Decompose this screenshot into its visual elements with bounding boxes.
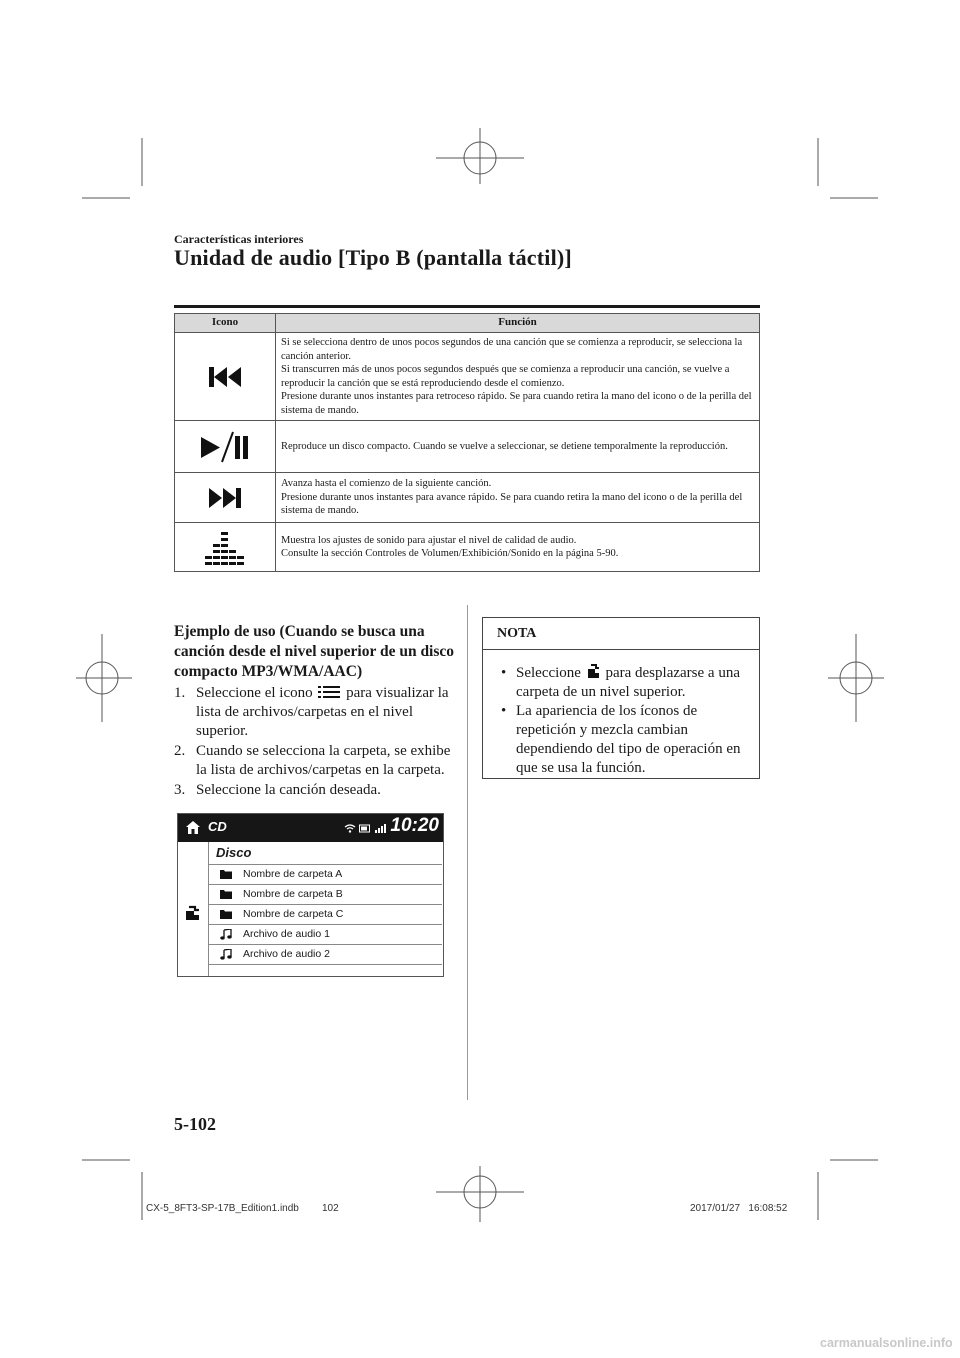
- folder-icon: [220, 909, 232, 919]
- music-note-icon: [220, 949, 232, 960]
- previous-track-icon: [206, 365, 244, 389]
- list-item[interactable]: Nombre de carpeta B: [209, 884, 442, 904]
- function-text: Reproduce un disco compacto. Cuando se vuelve a seleccionar, se detiene temporalmente la reproducción.: [276, 421, 760, 473]
- list-icon: [318, 685, 340, 699]
- next-track-icon: [206, 486, 244, 510]
- table-row: [175, 523, 760, 572]
- column-divider: [467, 605, 468, 1100]
- watermark: carmanualsonline.info: [820, 1336, 953, 1350]
- folder-up-icon[interactable]: [185, 905, 200, 921]
- section-label: Características interiores: [174, 232, 304, 246]
- table-header-row: [175, 314, 760, 333]
- folder-up-icon: [587, 664, 600, 679]
- list-item[interactable]: Nombre de carpeta A: [209, 864, 442, 884]
- equalizer-icon: [205, 529, 245, 565]
- list-item: • Seleccione para desplazarse a una carpeta de un nivel superior.: [501, 665, 740, 700]
- function-text: Muestra los ajustes de sonido para ajustar el nivel de calidad de audio. Consulte la sección Controles de Volumen/Exhibición/Sonido en la página 5-90.: [276, 523, 760, 572]
- table-row: [175, 473, 760, 523]
- list-item: [209, 964, 442, 976]
- page-title: Unidad de audio [Tipo B (pantalla táctil)]: [174, 245, 572, 270]
- function-text: Avanza hasta el comienzo de la siguiente canción. Presione durante unos instantes para avance rápido. Se para cuando retira la mano del icono o de la perilla del sistema de mando.: [276, 473, 760, 523]
- list-item[interactable]: Nombre de carpeta C: [209, 904, 442, 924]
- function-table: [174, 313, 760, 572]
- table-row: [175, 333, 760, 421]
- list-item[interactable]: Archivo de audio 2: [209, 944, 442, 964]
- steps-list: [174, 684, 464, 801]
- table-row: [175, 421, 760, 473]
- music-note-icon: [220, 929, 232, 940]
- list-item: 3. Seleccione la canción deseada.: [174, 782, 381, 798]
- screen-sidebar: [178, 842, 209, 976]
- list-item[interactable]: Archivo de audio 1: [209, 924, 442, 944]
- cd-screen-illustration: [177, 813, 444, 977]
- example-heading: Ejemplo de uso (Cuando se busca una canción desde el nivel superior de un disco compacto MP3/WMA/AAC): [174, 623, 455, 680]
- play-pause-icon: [198, 431, 252, 463]
- home-icon[interactable]: [186, 821, 200, 834]
- list-item: 2. Cuando se selecciona la carpeta, se exhibe la lista de archivos/carpetas en la carpeta.: [174, 743, 451, 778]
- signal-icon: [375, 823, 387, 833]
- battery-icon: [359, 824, 371, 833]
- footer-timestamp: 2017/01/27 16:08:52: [690, 1203, 788, 1214]
- footer-file-page: 102: [322, 1203, 339, 1214]
- screen-source: CD: [208, 819, 227, 834]
- screen-list-title: Disco: [216, 845, 252, 860]
- column-header-function: Función: [276, 314, 760, 333]
- folder-icon: [220, 889, 232, 899]
- page-number: 5-102: [174, 1114, 216, 1134]
- screen-status-bar: [178, 814, 443, 842]
- list-item: • La apariencia de los íconos de repetición y mezcla cambian dependiendo del tipo de operación en que se usa la función.: [501, 703, 741, 776]
- column-header-icon: Icono: [175, 314, 276, 333]
- title-rule: [174, 305, 760, 308]
- wifi-icon: [344, 824, 356, 833]
- note-box: [482, 617, 760, 779]
- note-title: NOTA: [483, 618, 759, 650]
- note-list: [501, 664, 755, 778]
- footer-file: CX-5_8FT3-SP-17B_Edition1.indb: [146, 1203, 299, 1214]
- folder-icon: [220, 869, 232, 879]
- screen-clock: 10:20: [390, 815, 439, 836]
- function-text: Si se selecciona dentro de unos pocos segundos de una canción que se comienza a reproducir, se selecciona la canción anterior. Si transcurren más de unos pocos segundos después que se comienza a reproducir una canción, se vuelve a reproducir la canción que se está reproduciendo desde el comienzo. Presione durante unos instantes para retroceso rápido. Se para cuando retira la mano del icono o de la perilla del sistema de mando.: [276, 333, 760, 421]
- list-item: 1. Seleccione el icono para visualizar la lista de archivos/carpetas en el nivel superior.: [174, 685, 449, 739]
